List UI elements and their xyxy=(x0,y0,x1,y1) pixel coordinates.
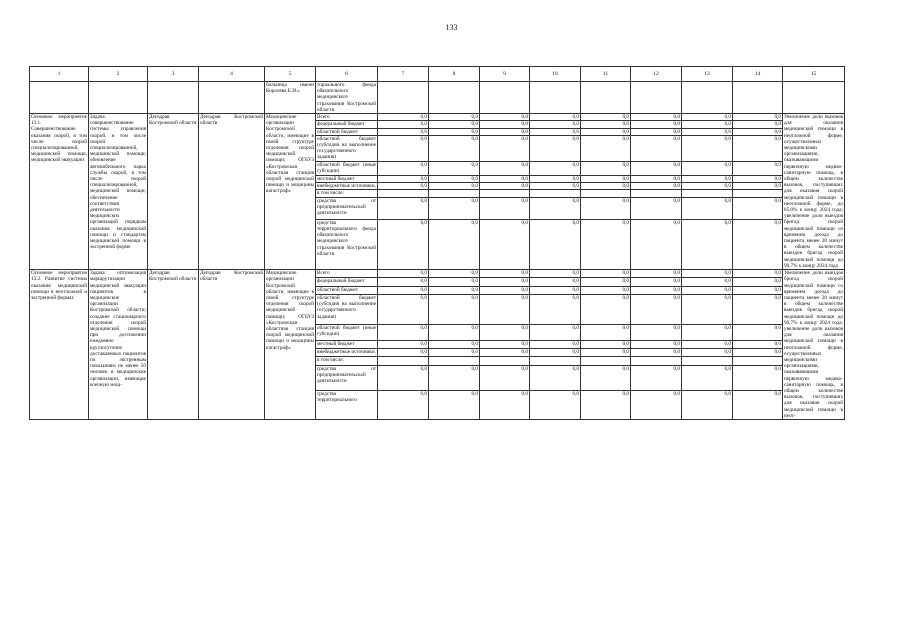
amount-cell: 0,0 xyxy=(480,161,530,175)
amount-cell: 0,0 xyxy=(682,175,733,182)
amount-cell: 0,0 xyxy=(581,161,631,175)
expected-result-cell: Увеличение доли вызовов для оказания медицинской помощи в неотложной форме, осуществленных медицинскими организациями, оказывающими первичную медико-санитарную помощь, в общем количестве вызовов, поступивших для оказания скорой медицинской помощи в неотложной форме, до 85,0% к концу 2024 года; увеличение доли выездов бригад скорой медицинской помощи со временем доезда до пациента менее 20 минут в общем количестве выездов бригад скорой медицинской помощи до 90,7% к концу 2024 года xyxy=(784,114,843,269)
amount-cell: 0,0 xyxy=(682,391,733,420)
task-cell: Задача: совершенствование системы управления скорой, в том числе скорой специализированной, медицинской помощи; обновление автомобильного парка службы скорой, в том числе скорой специализированной, медицинской помощи; обеспечение соответствия деятельности медицинских организаций порядкам оказания медицинской помощи и стандартам медицинской помощи в экстренной форме xyxy=(89,114,148,270)
amount-cell: 0,0 xyxy=(631,294,682,324)
amount-cell: 0,0 xyxy=(682,270,733,278)
amount-cell: 0,0 xyxy=(480,365,530,390)
amount-cell: 0,0 xyxy=(581,114,631,121)
amount-cell: 0,0 xyxy=(378,270,429,278)
amount-cell: 0,0 xyxy=(378,286,429,294)
amount-cell: 0,0 xyxy=(530,340,581,348)
header-row xyxy=(30,67,845,82)
funding-source-cell: Всего xyxy=(316,270,378,278)
amount-cell: 0,0 xyxy=(480,340,530,348)
amount-cell: 0,0 xyxy=(733,286,783,294)
amount-cell: 0,0 xyxy=(480,219,530,269)
amount-cell xyxy=(429,190,480,197)
table-row xyxy=(30,270,845,278)
expected-result-cell: Увеличение доли выездов бригад скорой медицинской помощи со временем доезда до пациента менее 20 минут в общем количестве выездов бригад скорой медицинской помощи до 90,7% к концу 2024 года; увеличение доли вызовов для оказания медицинской помощи в неотложной форме, осуществленных медицинскими организациями, оказывающими первичную медико-санитарную помощь, в общем количестве вызовов, поступивших для оказания скорой медицинской помощи в неот- xyxy=(784,270,843,419)
amount-cell: 0,0 xyxy=(581,294,631,324)
amount-cell: 0,0 xyxy=(733,294,783,324)
amount-cell: 0,0 xyxy=(530,161,581,175)
empty-cell xyxy=(682,82,733,114)
participants-cell: Медицинские организации Костромской области, имеющие в своей структуре отделения скорой медицинской помощи; ОГБУЗ «Костромская областная станция скорой медицинской помощи и медицины катастроф» xyxy=(265,270,316,420)
amount-cell: 0,0 xyxy=(682,286,733,294)
amount-cell xyxy=(631,357,682,365)
amount-cell: 0,0 xyxy=(530,175,581,182)
amount-cell: 0,0 xyxy=(429,135,480,161)
amount-cell xyxy=(631,190,682,197)
measure-name-cell: Основное мероприятие 13.1. Совершенствование оказания скорой, в том числе скорой специализированной, медицинской помощи, медицинской эвакуации xyxy=(30,114,89,270)
amount-cell: 0,0 xyxy=(378,391,429,420)
amount-cell: 0,0 xyxy=(733,219,783,269)
amount-cell: 0,0 xyxy=(378,128,429,135)
amount-cell: 0,0 xyxy=(378,183,429,190)
funding-source-cell: местный бюджет xyxy=(316,175,378,182)
amount-cell: 0,0 xyxy=(429,161,480,175)
amount-cell: 0,0 xyxy=(480,324,530,340)
amount-cell: 0,0 xyxy=(480,391,530,420)
amount-cell: 0,0 xyxy=(631,324,682,340)
amount-cell: 0,0 xyxy=(429,128,480,135)
amount-cell: 0,0 xyxy=(530,183,581,190)
amount-cell: 0,0 xyxy=(378,135,429,161)
amount-cell: 0,0 xyxy=(631,161,682,175)
funding-source-cell: областной бюджет (субсидия на выполнение государственного задания) xyxy=(316,294,378,324)
amount-cell: 0,0 xyxy=(480,128,530,135)
amount-cell: 0,0 xyxy=(682,121,733,128)
amount-cell: 0,0 xyxy=(530,270,581,278)
amount-cell: 0,0 xyxy=(581,128,631,135)
amount-cell: 0,0 xyxy=(480,114,530,121)
amount-cell: 0,0 xyxy=(429,183,480,190)
funding-source-cell: федеральный бюджет xyxy=(316,121,378,128)
column-header: 11 xyxy=(581,67,631,82)
column-header: 10 xyxy=(530,67,581,82)
amount-cell xyxy=(429,357,480,365)
amount-cell: 0,0 xyxy=(581,175,631,182)
amount-cell: 0,0 xyxy=(581,219,631,269)
funding-source-cell: местный бюджет xyxy=(316,340,378,348)
amount-cell: 0,0 xyxy=(530,324,581,340)
amount-cell: 0,0 xyxy=(530,121,581,128)
coexecutor-cell: Депздрав Костромской области xyxy=(199,270,265,420)
amount-cell: 0,0 xyxy=(480,175,530,182)
amount-cell: 0,0 xyxy=(631,270,682,278)
amount-cell: 0,0 xyxy=(682,114,733,121)
amount-cell xyxy=(682,190,733,197)
column-header: 12 xyxy=(631,67,682,82)
amount-cell xyxy=(530,357,581,365)
page-number: 133 xyxy=(445,23,458,32)
empty-cell xyxy=(733,82,783,114)
amount-cell: 0,0 xyxy=(429,114,480,121)
amount-cell: 0,0 xyxy=(631,365,682,390)
amount-cell: 0,0 xyxy=(378,294,429,324)
amount-cell: 0,0 xyxy=(429,365,480,390)
amount-cell: 0,0 xyxy=(682,197,733,219)
empty-cell xyxy=(30,82,89,114)
amount-cell: 0,0 xyxy=(429,391,480,420)
amount-cell: 0,0 xyxy=(378,175,429,182)
amount-cell: 0,0 xyxy=(480,270,530,278)
amount-cell: 0,0 xyxy=(682,349,733,357)
amount-cell: 0,0 xyxy=(378,365,429,390)
funding-source-cell: средства от предпринимательской деятельности xyxy=(316,365,378,390)
amount-cell: 0,0 xyxy=(378,197,429,219)
responsible-cell: Депздрав Костромской области xyxy=(148,114,199,270)
empty-cell xyxy=(530,82,581,114)
amount-cell: 0,0 xyxy=(682,340,733,348)
funding-source-cell: областной бюджет (субсидия на выполнение государственного задания) xyxy=(317,135,376,161)
amount-cell xyxy=(480,190,530,197)
amount-cell: 0,0 xyxy=(378,324,429,340)
empty-cell xyxy=(783,82,845,114)
empty-cell xyxy=(631,82,682,114)
amount-cell: 0,0 xyxy=(682,161,733,175)
amount-cell: 0,0 xyxy=(429,197,480,219)
amount-cell: 0,0 xyxy=(429,349,480,357)
amount-cell: 0,0 xyxy=(733,278,783,286)
amount-cell: 0,0 xyxy=(480,349,530,357)
column-header: 15 xyxy=(783,67,845,82)
column-header: 6 xyxy=(316,67,378,82)
amount-cell: 0,0 xyxy=(530,219,581,269)
empty-cell xyxy=(378,82,429,114)
amount-cell: 0,0 xyxy=(480,294,530,324)
amount-cell: 0,0 xyxy=(682,365,733,390)
amount-cell: 0,0 xyxy=(682,135,733,161)
amount-cell: 0,0 xyxy=(581,278,631,286)
amount-cell: 0,0 xyxy=(429,175,480,182)
amount-cell: 0,0 xyxy=(378,121,429,128)
empty-cell xyxy=(429,82,480,114)
amount-cell xyxy=(480,357,530,365)
empty-cell xyxy=(89,82,148,114)
amount-cell: 0,0 xyxy=(733,324,783,340)
amount-cell: 0,0 xyxy=(530,286,581,294)
column-header: 5 xyxy=(265,67,316,82)
amount-cell: 0,0 xyxy=(631,197,682,219)
amount-cell: 0,0 xyxy=(631,278,682,286)
amount-cell: 0,0 xyxy=(480,121,530,128)
amount-cell: 0,0 xyxy=(581,135,631,161)
amount-cell: 0,0 xyxy=(733,349,783,357)
amount-cell: 0,0 xyxy=(682,294,733,324)
amount-cell: 0,0 xyxy=(631,349,682,357)
column-header: 3 xyxy=(148,67,199,82)
amount-cell: 0,0 xyxy=(581,391,631,420)
amount-cell: 0,0 xyxy=(378,219,429,269)
amount-cell: 0,0 xyxy=(733,175,783,182)
amount-cell xyxy=(378,190,429,197)
empty-cell xyxy=(480,82,530,114)
amount-cell xyxy=(581,190,631,197)
amount-cell: 0,0 xyxy=(530,294,581,324)
amount-cell: 0,0 xyxy=(530,278,581,286)
empty-cell xyxy=(148,82,199,114)
funding-source-cell: в том числе: xyxy=(316,190,378,197)
column-header: 7 xyxy=(378,67,429,82)
coexecutor-cell: Депздрав Костромской области xyxy=(199,114,265,270)
amount-cell: 0,0 xyxy=(429,324,480,340)
executor-cell: больница имени Королева Е.И.» xyxy=(265,82,316,114)
amount-cell: 0,0 xyxy=(631,135,682,161)
amount-cell: 0,0 xyxy=(429,286,480,294)
amount-cell xyxy=(378,357,429,365)
funding-source-cell: в том числе: xyxy=(316,357,378,365)
amount-cell: 0,0 xyxy=(480,286,530,294)
column-header: 1 xyxy=(30,67,89,82)
amount-cell: 0,0 xyxy=(530,349,581,357)
amount-cell: 0,0 xyxy=(581,270,631,278)
amount-cell: 0,0 xyxy=(733,197,783,219)
amount-cell: 0,0 xyxy=(378,278,429,286)
amount-cell: 0,0 xyxy=(631,219,682,269)
amount-cell: 0,0 xyxy=(429,121,480,128)
amount-cell: 0,0 xyxy=(530,391,581,420)
column-header: 9 xyxy=(480,67,530,82)
program-table xyxy=(29,66,845,420)
amount-cell: 0,0 xyxy=(682,183,733,190)
amount-cell: 0,0 xyxy=(733,121,783,128)
amount-cell: 0,0 xyxy=(631,183,682,190)
amount-cell: 0,0 xyxy=(733,161,783,175)
amount-cell xyxy=(530,190,581,197)
amount-cell: 0,0 xyxy=(733,340,783,348)
amount-cell: 0,0 xyxy=(631,175,682,182)
amount-cell: 0,0 xyxy=(378,340,429,348)
amount-cell: 0,0 xyxy=(429,219,480,269)
amount-cell: 0,0 xyxy=(480,197,530,219)
column-header: 14 xyxy=(733,67,783,82)
amount-cell: 0,0 xyxy=(378,349,429,357)
amount-cell: 0,0 xyxy=(733,270,783,278)
amount-cell xyxy=(733,190,783,197)
amount-cell: 0,0 xyxy=(733,365,783,390)
amount-cell: 0,0 xyxy=(581,349,631,357)
column-header: 13 xyxy=(682,67,733,82)
table-row xyxy=(30,114,845,121)
amount-cell: 0,0 xyxy=(682,128,733,135)
measure-name-cell: Основное мероприятие 13.2. Развитие системы оказания медицинской помощи в неотложной и экстренной формах xyxy=(30,270,89,420)
funding-source-cell: внебюджетные источники, xyxy=(317,349,376,356)
amount-cell: 0,0 xyxy=(682,324,733,340)
funding-source-cell: областной бюджет (иные субсидии) xyxy=(316,324,378,340)
funding-source-cell: федеральный бюджет xyxy=(316,278,378,286)
amount-cell: 0,0 xyxy=(480,135,530,161)
empty-cell xyxy=(581,82,631,114)
amount-cell: 0,0 xyxy=(631,286,682,294)
amount-cell: 0,0 xyxy=(530,135,581,161)
task-cell: Задача: оптимизация маршрутизации медицинской эвакуации пациентов в медицинские организации Костромской области; создание стационарного отделения скорой медицинской помощи при достижении ежедневно круглосуточно доставляемых пациентов по экстренным показаниям не менее 50 человек в медицинские организации, имеющие коечную мощ- xyxy=(89,270,148,420)
funding-source-cell: средства территориального xyxy=(316,391,378,420)
amount-cell: 0,0 xyxy=(733,183,783,190)
amount-cell: 0,0 xyxy=(631,391,682,420)
amount-cell: 0,0 xyxy=(429,294,480,324)
continuation-row xyxy=(30,82,845,114)
funding-source-cell: Всего xyxy=(316,114,378,121)
amount-cell: 0,0 xyxy=(581,340,631,348)
amount-cell: 0,0 xyxy=(378,114,429,121)
amount-cell: 0,0 xyxy=(530,197,581,219)
amount-cell: 0,0 xyxy=(429,270,480,278)
amount-cell: 0,0 xyxy=(480,183,530,190)
source-cell: ториального фонда обязательного медицинского страхования Костромской области xyxy=(317,82,376,113)
funding-source-cell: средства от предпринимательской деятельности xyxy=(316,197,378,219)
amount-cell: 0,0 xyxy=(581,365,631,390)
amount-cell: 0,0 xyxy=(733,114,783,121)
column-header: 8 xyxy=(429,67,480,82)
amount-cell: 0,0 xyxy=(581,121,631,128)
amount-cell xyxy=(581,357,631,365)
amount-cell: 0,0 xyxy=(530,128,581,135)
responsible-cell: Депздрав Костромской области xyxy=(148,270,199,420)
amount-cell: 0,0 xyxy=(682,278,733,286)
amount-cell: 0,0 xyxy=(530,365,581,390)
amount-cell: 0,0 xyxy=(378,161,429,175)
amount-cell: 0,0 xyxy=(429,278,480,286)
column-header: 2 xyxy=(89,67,148,82)
amount-cell xyxy=(682,357,733,365)
amount-cell: 0,0 xyxy=(581,197,631,219)
amount-cell: 0,0 xyxy=(581,324,631,340)
funding-source-cell: областной бюджет xyxy=(316,286,378,294)
participants-cell: Медицинские организации Костромской области, имеющие в своей структуре отделения скорой медицинской помощи; ОГБУЗ «Костромская областная станция скорой медицинской помощи и медицины катастроф» xyxy=(265,114,316,270)
amount-cell: 0,0 xyxy=(429,340,480,348)
amount-cell: 0,0 xyxy=(631,114,682,121)
amount-cell: 0,0 xyxy=(581,286,631,294)
amount-cell: 0,0 xyxy=(480,278,530,286)
amount-cell: 0,0 xyxy=(631,121,682,128)
amount-cell: 0,0 xyxy=(631,128,682,135)
amount-cell: 0,0 xyxy=(581,183,631,190)
funding-source-cell: средства территориального фонда обязательного медицинского страхования Костромской области xyxy=(316,219,378,269)
funding-source-cell: внебюджетные источники, xyxy=(317,183,376,190)
amount-cell: 0,0 xyxy=(631,340,682,348)
funding-source-cell: областной бюджет (иные субсидии) xyxy=(317,161,376,174)
empty-cell xyxy=(199,82,265,114)
amount-cell: 0,0 xyxy=(682,219,733,269)
amount-cell: 0,0 xyxy=(733,135,783,161)
funding-source-cell: областной бюджет xyxy=(316,128,378,135)
amount-cell: 0,0 xyxy=(733,128,783,135)
amount-cell: 0,0 xyxy=(733,391,783,420)
amount-cell xyxy=(733,357,783,365)
column-header: 4 xyxy=(199,67,265,82)
amount-cell: 0,0 xyxy=(530,114,581,121)
